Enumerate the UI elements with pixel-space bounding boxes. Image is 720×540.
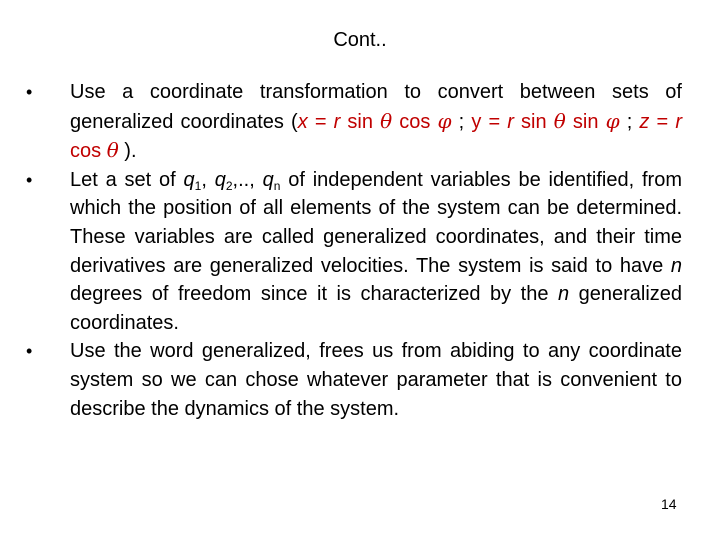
transformation-equation: x = r sin θ cos φ <box>297 108 452 133</box>
bullet-dot: • <box>26 169 33 190</box>
bullet-dot: • <box>26 341 33 362</box>
slide-title: Cont.. <box>333 29 387 51</box>
bullet-text: Let a set of <box>70 168 184 191</box>
q2-symbol: q <box>214 168 226 191</box>
bullet-item-generalized-coordinates: • Let a set of $q_1$, $q_2$,.., $q_n$ of independent variables be identified, from which the position of all elements of the system can be determined. These variables are called generalized coordinates, and their time derivatives are generalized velocities. The system is said to have n degrees of freedom since it is characterized by the n generalized coordinates. <box>70 166 682 338</box>
bullet-list <box>0 78 720 423</box>
bullet-dot: • <box>26 82 33 102</box>
bullet-text: Use the word generalized, frees us from abiding to any coordinate system so we can chose whatever parameter that is convenient to describe the dynamics of the system. <box>70 340 682 420</box>
q1-symbol: q <box>183 168 195 191</box>
n-symbol: n <box>557 283 570 306</box>
bullet-text: Use a coordinate transformation to convert between sets of generalized coordinates ( <box>70 81 682 133</box>
bullet-item-word-generalized <box>26 337 682 423</box>
qn-symbol: q <box>262 168 274 191</box>
transformation-equation-y: y = r sin θ sin φ <box>471 108 620 133</box>
page-number: 14 <box>661 496 677 512</box>
bullet-item-coordinate-transformation: • Use a coordinate transformation to convert between sets of generalized coordinates (x = r sin θ cos φ ; y = r sin θ sin φ ; z = r cos θ ). <box>70 78 682 166</box>
transformation-equation-z: z = r cos θ <box>70 110 682 163</box>
n-symbol: n <box>670 254 682 277</box>
